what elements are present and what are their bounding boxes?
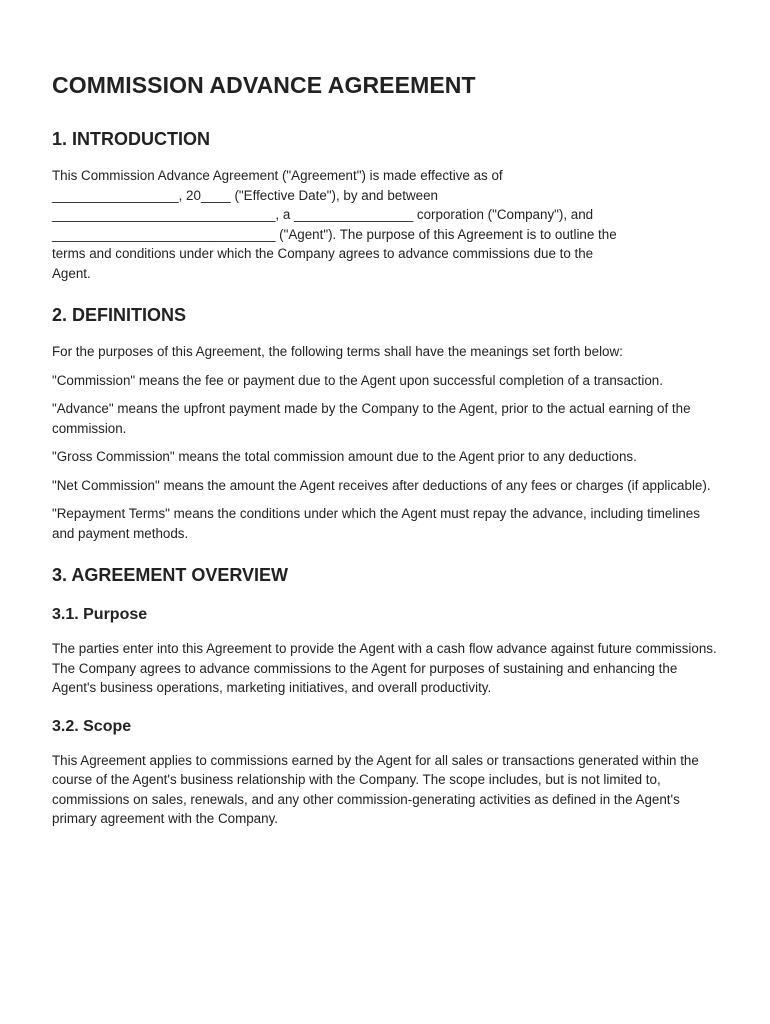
introduction-heading: 1. INTRODUCTION [52,129,211,149]
introduction-line: ______________________________ ("Agent"). The purpose of this Agreement is to outline the [52,226,617,242]
purpose-paragraph: The parties enter into this Agreement to provide the Agent with a cash flow advance against future commissions. The Company agrees to advance commissions to the Agent for purposes of sustaining and enhancing the Agent's business operations, marketing initiatives, and overall productivity. [52,641,717,695]
definitions-heading: 2. DEFINITIONS [52,305,187,325]
introduction-line: terms and conditions under which the Company agrees to advance commissions due to the [52,246,594,261]
definition-repayment-terms: "Repayment Terms" means the conditions under which the Agent must repay the advance, including timelines and payment methods. [52,506,700,541]
purpose-subsection [52,606,718,698]
introduction-paragraph [52,166,718,283]
definition-net-commission: "Net Commission" means the amount the Agent receives after deductions of any fees or charges (if applicable). [52,477,711,493]
definition-advance: "Advance" means the upfront payment made by the Company to the Agent, prior to the actual earning of the commission. [52,401,691,436]
introduction-line: ______________________________, a ________________ corporation ("Company"), and [52,207,594,222]
definition-commission: "Commission" means the fee or payment due to the Agent upon successful completion of a transaction. [52,372,663,388]
introduction-line: _________________, 20____ ("Effective Date"), by and between [52,187,438,203]
scope-heading: 3.2. Scope [52,717,132,735]
introduction-line: Agent. [52,265,91,281]
introduction-section [52,129,718,283]
scope-subsection [52,718,718,829]
definitions-section [52,305,718,543]
definitions-intro: For the purposes of this Agreement, the following terms shall have the meanings set forth below: [52,344,623,359]
overview-heading: 3. AGREEMENT OVERVIEW [52,565,289,585]
overview-section [52,565,718,829]
introduction-line: This Commission Advance Agreement ("Agreement") is made effective as of [52,168,503,183]
document-title: COMMISSION ADVANCE AGREEMENT [52,72,476,98]
definition-gross-commission: "Gross Commission" means the total commission amount due to the Agent prior to any deductions. [52,449,637,464]
purpose-heading: 3.1. Purpose [52,606,148,623]
scope-paragraph: This Agreement applies to commissions earned by the Agent for all sales or transactions generated within the course of the Agent's business relationship with the Company. The scope includes, but is not limited to, commissions on sales, renewals, and any other commission-generating activities as defined in the Agent's primary agreement with the Company. [52,752,699,826]
